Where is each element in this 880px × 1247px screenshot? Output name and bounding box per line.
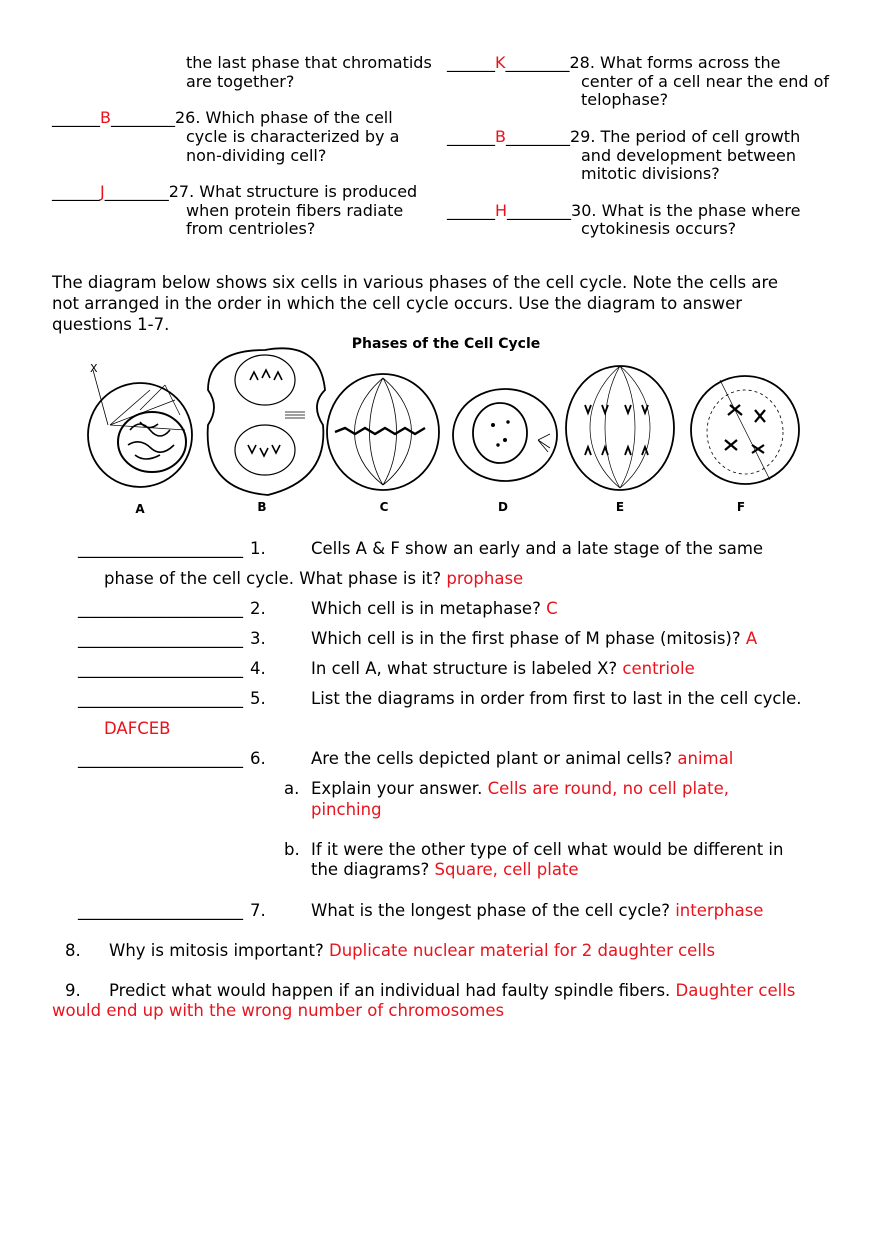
q7-row <box>311 899 763 922</box>
q26-answer: B <box>100 108 111 127</box>
q8-number: 8. <box>65 941 81 960</box>
q6a-text: Explain your answer. <box>311 779 488 798</box>
q6-number: 6. <box>250 749 266 768</box>
q4-number: 4. <box>250 659 266 678</box>
q28-blank-pre: ______ <box>447 53 495 72</box>
q5-answer: DAFCEB <box>104 719 171 738</box>
q2-answer: C <box>546 599 558 618</box>
q9-number: 9. <box>65 981 81 1000</box>
q6-row <box>311 747 733 770</box>
q4-text: In cell A, what structure is labeled X? <box>311 659 623 678</box>
q5-number: 5. <box>250 689 266 708</box>
cell-label-a: A <box>135 502 145 516</box>
q4-blank: ____________________ <box>78 659 243 678</box>
cell-a-drawing <box>88 362 192 487</box>
q28-answer: K <box>495 53 506 72</box>
q8-answer: Duplicate nuclear material for 2 daughter cells <box>328 941 716 960</box>
q29-blank-pre: ______ <box>447 127 495 146</box>
q26-row <box>52 108 393 127</box>
q2-text: Which cell is in metaphase? <box>311 599 547 618</box>
intro-line3: questions 1-7. <box>52 315 170 334</box>
q27-answer: J <box>100 182 105 201</box>
q3-number: 3. <box>250 629 266 648</box>
q7-text: What is the longest phase of the cell cycle? <box>311 901 676 920</box>
q28-line3: telophase? <box>581 90 669 109</box>
q3-blank: ____________________ <box>78 629 243 648</box>
q28-row <box>447 53 781 72</box>
q6b-row <box>311 858 579 881</box>
q26-line3: non-dividing cell? <box>186 146 327 165</box>
q28-line2: center of a cell near the end of <box>581 72 830 91</box>
q27-line3: from centrioles? <box>186 219 316 238</box>
q2-row <box>311 597 558 620</box>
q1-text: Cells A & F show an early and a late stage of the same <box>311 539 764 558</box>
q1-blank: ____________________ <box>78 539 243 558</box>
q29-line2: and development between <box>581 146 797 165</box>
q7-number: 7. <box>250 901 266 920</box>
q27-blank-pre: ______ <box>52 182 100 201</box>
q6a-number: a. <box>284 779 300 798</box>
q2-blank: ____________________ <box>78 599 243 618</box>
q9-text: Predict what would happen if an individual had faulty spindle fibers. <box>109 981 676 1000</box>
q4-answer: centriole <box>622 659 695 678</box>
q9-answer2: would end up with the wrong number of chromosomes <box>52 1001 505 1020</box>
q1-cont-text: phase of the cell cycle. What phase is it? <box>104 569 447 588</box>
q26-line2: cycle is characterized by a <box>186 127 400 146</box>
q6-answer: animal <box>677 749 734 768</box>
q3-answer: A <box>745 629 758 648</box>
q29-answer: B <box>495 127 506 146</box>
q2-number: 2. <box>250 599 266 618</box>
q30-answer: H <box>495 201 508 220</box>
q8-row <box>109 939 715 962</box>
q30-blank-pre: ______ <box>447 201 495 220</box>
q5-text: List the diagrams in order from first to last in the cell cycle. <box>311 689 802 708</box>
q25-continuation-line1: the last phase that chromatids <box>186 53 432 72</box>
cell-label-f: F <box>736 500 746 514</box>
q29-line3: mitotic divisions? <box>581 164 720 183</box>
cell-f-drawing <box>691 376 799 484</box>
q29-row <box>447 127 800 146</box>
q4-row <box>311 657 695 680</box>
cell-label-e: E <box>615 500 625 514</box>
cell-b-drawing <box>208 348 325 495</box>
q27-question: ________27. What structure is produced <box>104 182 418 201</box>
intro-line1: The diagram below shows six cells in various phases of the cell cycle. Note the cells are <box>52 273 779 292</box>
cell-label-c: C <box>379 500 389 514</box>
q29-question: ________29. The period of cell growth <box>505 127 801 146</box>
q26-question: ________26. Which phase of the cell <box>110 108 393 127</box>
q8-text: Why is mitosis important? <box>109 941 329 960</box>
q27-row <box>52 182 417 201</box>
q6b-answer: Square, cell plate <box>434 860 579 879</box>
q3-text: Which cell is in the first phase of M phase (mitosis)? <box>311 629 746 648</box>
cell-cycle-figure <box>80 330 810 520</box>
q6b-text1: If it were the other type of cell what would be different in <box>311 840 784 859</box>
q6-blank: ____________________ <box>78 749 243 768</box>
q28-question: ________28. What forms across the <box>505 53 781 72</box>
intro-line2: not arranged in the order in which the cell cycle occurs. Use the diagram to answer <box>52 294 743 313</box>
q30-row <box>447 201 800 220</box>
q26-blank-pre: ______ <box>52 108 100 127</box>
q6b-number: b. <box>284 840 300 859</box>
q6-text: Are the cells depicted plant or animal cells? <box>311 749 678 768</box>
label-x: X <box>90 362 98 375</box>
q1-answer: prophase <box>446 569 524 588</box>
q30-line2: cytokinesis occurs? <box>581 219 737 238</box>
q9-answer1: Daughter cells <box>675 981 796 1000</box>
q6a-answer2: pinching <box>311 800 382 819</box>
q6a-row <box>311 777 729 800</box>
q1-cont <box>104 567 523 590</box>
q25-continuation-line2: are together? <box>186 72 295 91</box>
q1-number: 1. <box>250 539 266 558</box>
q6b-text2: the diagrams? <box>311 860 435 879</box>
q7-answer: interphase <box>675 901 764 920</box>
q6a-answer1: Cells are round, no cell plate, <box>487 779 730 798</box>
cell-e-drawing <box>566 366 674 490</box>
figure-title: Phases of the Cell Cycle <box>351 336 541 352</box>
cell-label-b: B <box>257 500 267 514</box>
q5-blank: ____________________ <box>78 689 243 708</box>
q7-blank: ____________________ <box>78 901 243 920</box>
q27-line2: when protein fibers radiate <box>186 201 404 220</box>
cell-d-drawing <box>453 389 557 481</box>
cell-label-d: D <box>498 500 508 514</box>
cell-c-drawing <box>327 374 439 490</box>
q3-row <box>311 627 757 650</box>
q30-question: ________30. What is the phase where <box>507 201 801 220</box>
